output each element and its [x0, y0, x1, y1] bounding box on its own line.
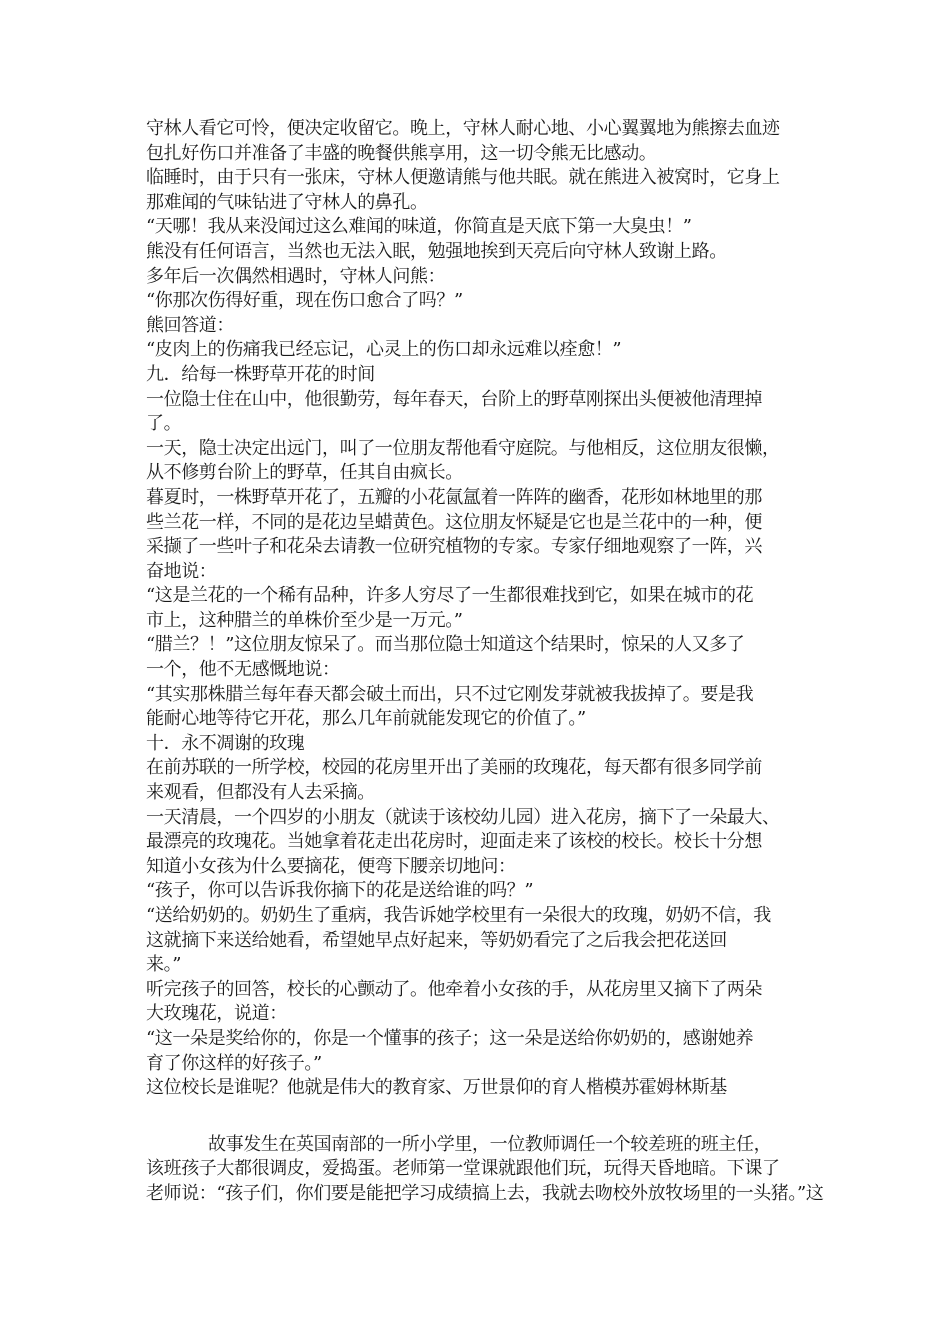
quote-line: 育了你这样的好孩子。” [146, 1052, 322, 1074]
quote-line: 来。” [146, 954, 182, 976]
text-line: 在前苏联的一所学校，校园的花房里开出了美丽的玫瑰花，每天都有很多同学前 [146, 757, 762, 779]
quote-line: “这是兰花的一个稀有品种，许多人穷尽了一生都很难找到它，如果在城市的花 [146, 585, 754, 607]
text-line: 采撷了一些叶子和花朵去请教一位研究植物的专家。专家仔细地观察了一阵，兴 [146, 536, 762, 558]
quote-line: “送给奶奶的。奶奶生了重病，我告诉她学校里有一朵很大的玫瑰，奶奶不信，我 [146, 905, 771, 926]
text-line: 包扎好伤口并准备了丰盛的晚餐供熊享用，这一切令熊无比感动。 [146, 142, 657, 164]
text-line: 熊没有任何语言，当然也无法入眠，勉强地挨到天亮后向守林人致谢上路。 [146, 240, 727, 262]
text-line: 一天，隐士决定出远门，叫了一位朋友帮他看守庭院。与他相反，这位朋友很懒， [146, 437, 780, 459]
quote-line: 能耐心地等待它开花，那么几年前就能发现它的价值了。” [146, 708, 586, 730]
section-heading: 九．给每一株野草开花的时间 [146, 363, 375, 385]
document-page [146, 117, 824, 1207]
text-line: 一天清晨，一个四岁的小朋友（就读于该校幼儿园）进入花房，摘下了一朵最大、 [146, 806, 780, 828]
text-line: 最漂亮的玫瑰花。当她拿着花走出花房时，迎面走来了该校的校长。校长十分想 [146, 831, 762, 853]
text-line: 些兰花一样，不同的是花边呈蜡黄色。这位朋友怀疑是它也是兰花中的一种，便 [146, 511, 762, 533]
text-line: 一位隐士住在山中，他很勤劳，每年春天，台阶上的野草刚探出头便被他清理掉 [146, 388, 762, 410]
text-line: 大玫瑰花，说道： [146, 1003, 287, 1025]
next-story-section [146, 1133, 824, 1207]
quote-line: “腊兰？！”这位朋友惊呆了。而当那位隐士知道这个结果时，惊呆的人又多了 [146, 634, 745, 656]
text-line: 这位校长是谁呢？他就是伟大的教育家、万世景仰的育人楷模苏霍姆林斯基 [146, 1077, 727, 1099]
text-line: 故事发生在英国南部的一所小学里，一位教师调任一个较差班的班主任， [208, 1133, 772, 1155]
quote-line: “孩子，你可以告诉我你摘下的花是送给谁的吗？” [146, 880, 534, 902]
story-section [146, 117, 814, 1101]
text-line: 老师说：“孩子们，你们要是能把学习成绩搞上去，我就去吻校外放牧场里的一头猪。”这 [146, 1182, 824, 1204]
paragraph-gap [146, 1101, 814, 1133]
text-line: 知道小女孩为什么要摘花，便弯下腰亲切地问： [146, 855, 516, 877]
quote-line: 这就摘下来送给她看，希望她早点好起来，等奶奶看完了之后我会把花送回 [146, 929, 727, 951]
quote-line: “这一朵是奖给你的，你是一个懂事的孩子；这一朵是送给你奶奶的，感谢她养 [146, 1027, 754, 1049]
text-line: 听完孩子的回答，校长的心颤动了。他牵着小女孩的手，从花房里又摘下了两朵 [146, 978, 762, 1000]
text-line: 奋地说： [146, 560, 217, 582]
quote-line: “天哪！我从来没闻过这么难闻的味道，你简直是天底下第一大臭虫！” [146, 216, 692, 238]
quote-line: 市上，这种腊兰的单株价至少是一万元。” [146, 609, 463, 631]
text-line: 该班孩子大都很调皮，爱捣蛋。老师第一堂课就跟他们玩，玩得天昏地暗。下课了 [146, 1158, 780, 1180]
text-line: 从不修剪台阶上的野草，任其自由疯长。 [146, 462, 463, 484]
text-line: 临睡时，由于只有一张床，守林人便邀请熊与他共眠。就在熊进入被窝时，它身上 [146, 167, 780, 189]
text-line: 守林人看它可怜，便决定收留它。晚上，守林人耐心地、小心翼翼地为熊擦去血迹 [146, 118, 780, 139]
quote-line: “皮肉上的伤痛我已经忘记，心灵上的伤口却永远难以痊愈！” [146, 339, 622, 361]
text-line: 了。 [146, 413, 182, 435]
quote-line: “你那次伤得好重，现在伤口愈合了吗？” [146, 290, 463, 312]
text-line: 暮夏时，一株野草开花了，五瓣的小花氤氲着一阵阵的幽香，花形如林地里的那 [146, 486, 762, 508]
text-line: 来观看，但都没有人去采摘。 [146, 782, 375, 804]
quote-line: “其实那株腊兰每年春天都会破土而出，只不过它刚发芽就被我拔掉了。要是我 [146, 683, 754, 705]
text-line: 那难闻的气味钻进了守林人的鼻孔。 [146, 191, 428, 213]
text-line: 熊回答道： [146, 314, 234, 336]
section-heading: 十．永不凋谢的玫瑰 [146, 732, 305, 754]
text-line: 多年后一次偶然相遇时，守林人问熊： [146, 265, 446, 287]
text-line: 一个，他不无感慨地说： [146, 659, 340, 681]
